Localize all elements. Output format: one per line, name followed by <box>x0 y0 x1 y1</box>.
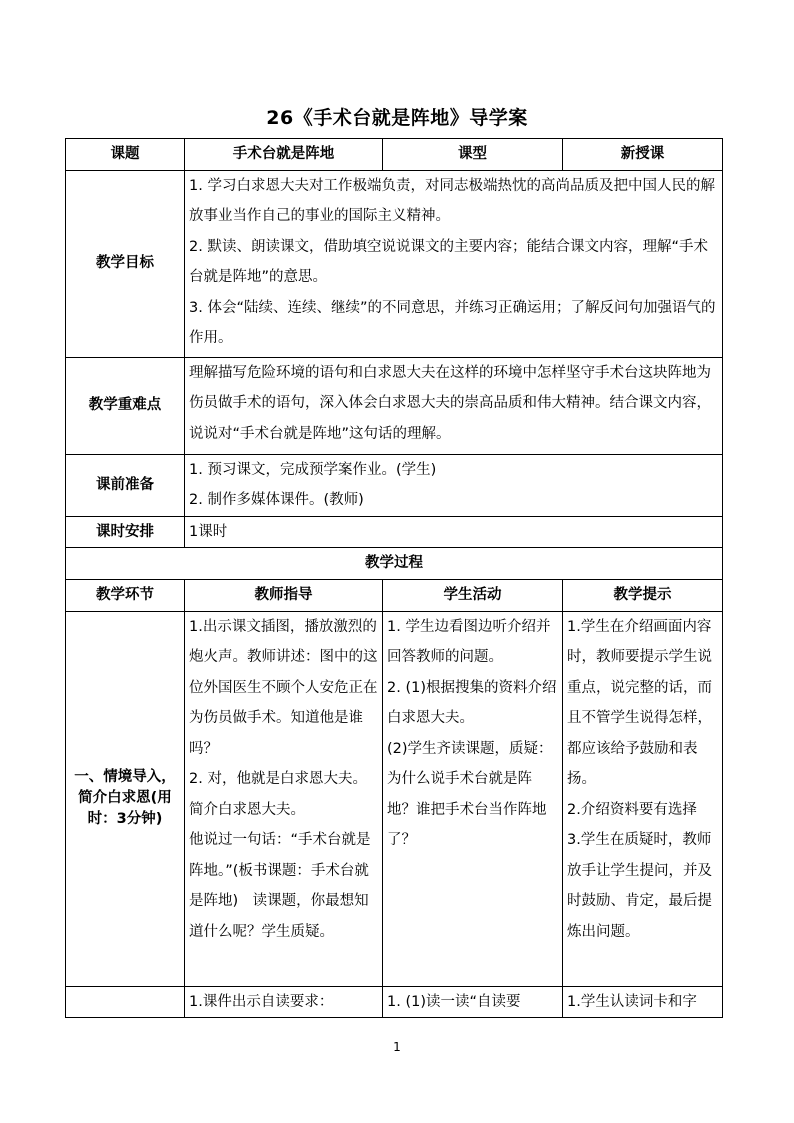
key-points-row <box>66 357 723 454</box>
process-row <box>66 986 723 1018</box>
preparation-item: 1. 预习课文，完成预学案作业。(学生) <box>189 461 437 478</box>
process-row <box>66 611 723 986</box>
tip-item: 3.学生在质疑时，教师放手让学生提问，并及时鼓励、肯定，最后提炼出问题。 <box>567 832 712 940</box>
teacher-step: 1.课件出示自读要求： <box>189 993 334 1010</box>
schedule-label: 课时安排 <box>66 516 185 548</box>
process-heading-row <box>66 548 723 580</box>
schedule-value: 1课时 <box>185 516 723 548</box>
goal-item: 2. 默读、朗读课文，借助填空说说课文的主要内容；能结合课文内容，理解“手术台就是阵地”的意思。 <box>189 238 708 285</box>
type-value: 新授课 <box>563 139 723 171</box>
process-columns-row <box>66 580 723 612</box>
type-label: 课型 <box>383 139 563 171</box>
header-row <box>66 139 723 171</box>
student-step: 1. (1)读一读“自读要 <box>387 993 521 1010</box>
goals-row <box>66 170 723 357</box>
tip-item: 2.介绍资料要有选择 <box>567 801 697 818</box>
teacher-step: 他说过一句话：“手术台就是阵地。”(板书课题：手术台就是阵地) 读课题，你最想知道什么呢？学生质疑。 <box>189 832 371 940</box>
preparation-content <box>185 454 723 516</box>
column-stage: 教学环节 <box>66 580 185 612</box>
page-number: 1 <box>393 1040 401 1054</box>
lesson-plan-table <box>65 138 723 1018</box>
goal-item: 3. 体会“陆续、连续、继续”的不同意思，并练习正确运用；了解反问句加强语气的作用。 <box>189 299 716 346</box>
tips-cell <box>563 986 723 1018</box>
topic-label: 课题 <box>66 139 185 171</box>
tip-item: 1.学生在介绍画面内容时，教师要提示学生说重点，说完整的话，而且不管学生说得怎样，都应该给予鼓励和表扬。 <box>567 618 712 787</box>
teacher-cell <box>185 986 383 1018</box>
goal-item: 1. 学习白求恩大夫对工作极端负责，对同志极端热忱的高尚品质及把中国人民的解放事业当作自己的事业的国际主义精神。 <box>189 177 715 224</box>
student-step: 1. 学生边看图边听介绍并回答教师的问题。 <box>387 618 551 665</box>
stage-cell: 一、情境导入，简介白求恩(用时：3分钟) <box>66 611 185 986</box>
student-cell <box>383 986 563 1018</box>
teacher-step: 1.出示课文插图，播放激烈的炮火声。教师讲述：图中的这位外国医生不顾个人安危正在为伤员做手术。知道他是谁吗？ <box>189 618 378 757</box>
tips-cell <box>563 611 723 986</box>
goals-label: 教学目标 <box>66 170 185 357</box>
tip-item: 1.学生认读词卡和字 <box>567 993 697 1010</box>
key-points-label: 教学重难点 <box>66 357 185 454</box>
preparation-row <box>66 454 723 516</box>
topic-value: 手术台就是阵地 <box>185 139 383 171</box>
process-heading: 教学过程 <box>66 548 723 580</box>
column-tips: 教学提示 <box>563 580 723 612</box>
student-step: 2. (1)根据搜集的资料介绍白求恩大夫。 <box>387 679 557 726</box>
teacher-cell <box>185 611 383 986</box>
column-student: 学生活动 <box>383 580 563 612</box>
goals-content <box>185 170 723 357</box>
teacher-step: 2. 对，他就是白求恩大夫。简介白求恩大夫。 <box>189 771 367 818</box>
stage-cell <box>66 986 185 1018</box>
student-step: (2)学生齐读课题，质疑：为什么说手术台就是阵地？谁把手术台当作阵地了？ <box>387 740 553 848</box>
key-points-text: 理解描写危险环境的语句和白求恩大夫在这样的环境中怎样坚守手术台这块阵地为伤员做手术的语句，深入体会白求恩大夫的崇高品质和伟大精神。结合课文内容，说说对“手术台就是阵地”这句话的理解。 <box>185 357 723 454</box>
student-cell <box>383 611 563 986</box>
column-teacher: 教师指导 <box>185 580 383 612</box>
schedule-row <box>66 516 723 548</box>
preparation-item: 2. 制作多媒体课件。(教师) <box>189 492 364 508</box>
preparation-label: 课前准备 <box>66 454 185 516</box>
document-title: 26《手术台就是阵地》导学案 <box>266 107 528 129</box>
